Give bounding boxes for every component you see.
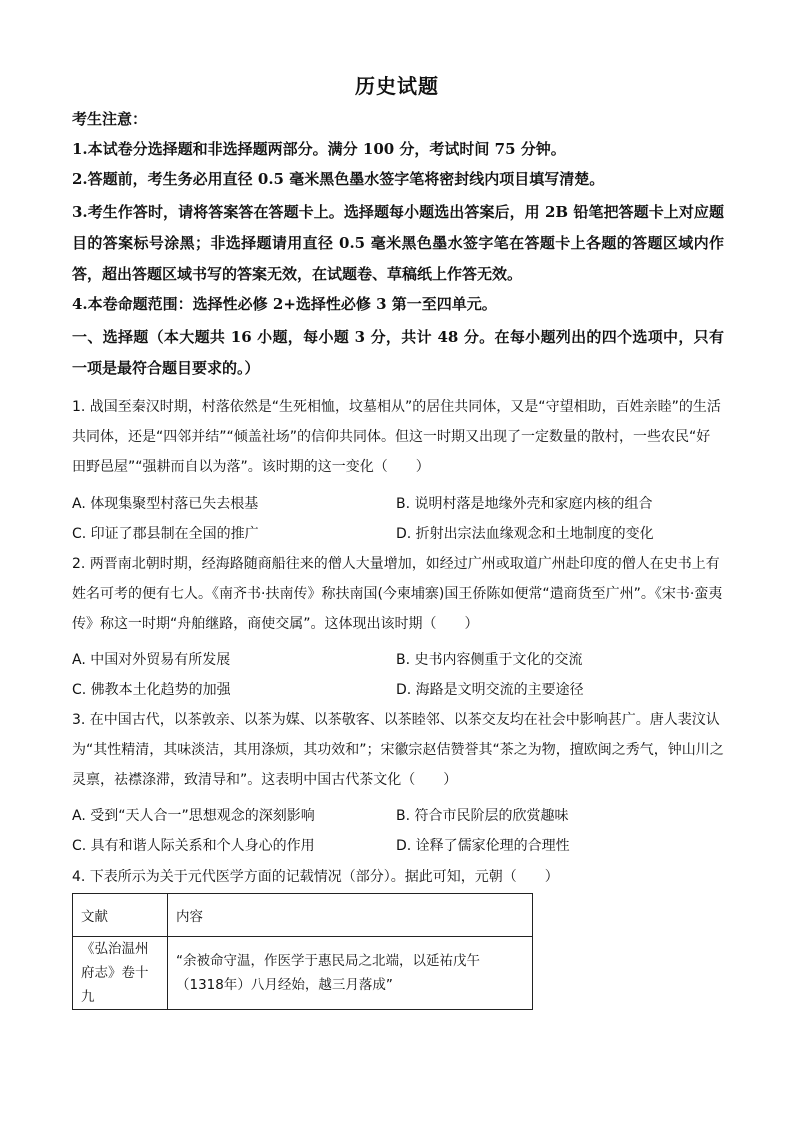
option-c: C. 具有和谐人际关系和个人身心的作用 (72, 838, 315, 854)
notice-item: 2.答题前，考生务必用直径 0.5 毫米黑色墨水签字笔将密封线内项目填写清楚。 (72, 170, 605, 188)
question-stem: 2. 两晋南北朝时期，经海路随商船往来的僧人大量增加，如经过广州或取道广州赴印度的僧人在史书上有姓名可考的便有七人。《南齐书·扶南传》称扶南国(今柬埔寨)国王侨陈如便常“遣商货至广州”。《宋书·蛮夷传》称这一时期“舟舶继路，商使交属”。这体现出该时期（ ） (72, 556, 723, 632)
option-b: B. 史书内容侧重于文化的交流 (396, 652, 583, 668)
records-table (72, 893, 533, 1010)
question-stem: 3. 在中国古代，以茶敦亲、以茶为媒、以茶敬客、以茶睦邻、以茶交友均在社会中影响甚广。唐人裴汶认为“其性精清，其味淡洁，其用涤烦，其功效和”；宋徽宗赵佶赞誉其“茶之为物，擅欧闽之秀气，钟山川之灵禀，祛襟涤滞，致清导和”。这表明中国古代茶文化（ ） (72, 712, 724, 788)
table-row (73, 937, 533, 1010)
page-title: 历史试题 (355, 74, 439, 98)
question-stem: 4. 下表所示为关于元代医学方面的记载情况（部分）。据此可知，元朝（ ） (72, 869, 559, 885)
section-heading: 一、选择题（本大题共 16 小题，每小题 3 分，共计 48 分。在每小题列出的四个选项中，只有一项是最符合题目要求的。） (72, 328, 724, 377)
notice-heading: 考生注意： (72, 110, 148, 128)
option-d: D. 折射出宗法血缘观念和土地制度的变化 (396, 526, 654, 542)
notice-item: 4.本卷命题范围：选择性必修 2+选择性必修 3 第一至四单元。 (72, 295, 497, 313)
notice-item: 1.本试卷分选择题和非选择题两部分。满分 100 分，考试时间 75 分钟。 (72, 140, 566, 158)
question-stem: 1. 战国至秦汉时期，村落依然是“生死相恤，坟墓相从”的居住共同体，又是“守望相助，百姓亲睦”的生活共同体，还是“四邻并结”“倾盖社场”的信仰共同体。但这一时期又出现了一定数量的散村，一些农民“好田野邑屋”“强耕而自以为落”。该时期的这一变化（ ） (72, 399, 721, 475)
option-a: A. 受到“天人合一”思想观念的深刻影响 (72, 808, 315, 824)
notice-item: 3.考生作答时，请将答案答在答题卡上。选择题每小题选出答案后，用 2B 铅笔把答题卡上对应题目的答案标号涂黑；非选择题请用直径 0.5 毫米黑色墨水签字笔在答题卡上各题的答题区域内作答，超出答题区域书写的答案无效，在试题卷、草稿纸上作答无效。 (72, 203, 724, 283)
option-b: B. 说明村落是地缘外壳和家庭内核的组合 (396, 496, 653, 512)
table-header-cell: 文献 (73, 894, 168, 937)
table-header-row (73, 894, 533, 937)
option-c: C. 印证了郡县制在全国的推广 (72, 526, 259, 542)
option-d: D. 诠释了儒家伦理的合理性 (396, 838, 570, 854)
table-cell: 《弘治温州府志》卷十九 (73, 937, 168, 1010)
option-b: B. 符合市民阶层的欣赏趣味 (396, 808, 569, 824)
option-c: C. 佛教本土化趋势的加强 (72, 682, 231, 698)
option-a: A. 体现集聚型村落已失去根基 (72, 496, 259, 512)
option-a: A. 中国对外贸易有所发展 (72, 652, 231, 668)
table-cell: “余被命守温，作医学于惠民局之北端，以延祐戊午（1318年）八月经始，越三月落成” (168, 937, 533, 1010)
option-d: D. 海路是文明交流的主要途径 (396, 682, 584, 698)
table-header-cell: 内容 (168, 894, 533, 937)
